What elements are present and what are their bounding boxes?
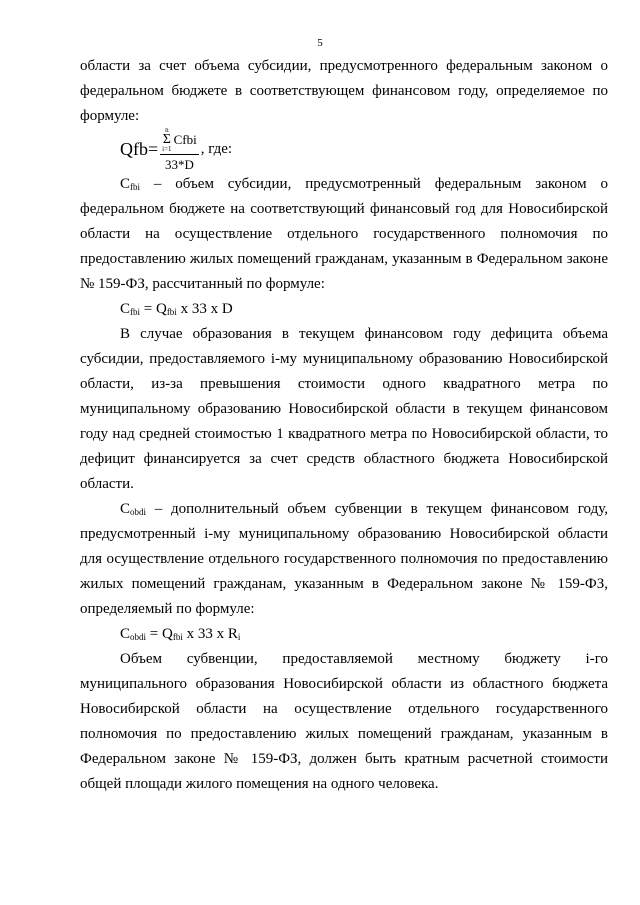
summation-lower-limit: i=1 <box>162 144 172 153</box>
formula-cobdi-tail: x 33 x R <box>182 626 238 642</box>
formula-cfbi-eq: = Q <box>140 301 167 317</box>
summation-symbol: Σ <box>162 131 171 147</box>
formula-qfb-lhs: Qfb= <box>120 138 159 159</box>
definition-cobdi-symbol: C <box>120 501 131 517</box>
summation-sign <box>162 127 171 153</box>
document-body <box>80 54 608 797</box>
paragraph-deficit: В случае образования в текущем финансовом году дефицита объема субсидии, предоставляемого i-му муниципальному образованию Новосибирской области, из-за превышения стоимости одного квадратного метра по муниципальному образованию Новосибирской области в текущем финансовом году над средней стоимостью 1 квадратного метра по Новосибирской области, то дефицит финансируется за счет средств областного бюджета Новосибирской области. <box>80 326 608 492</box>
definition-cfbi <box>80 172 608 297</box>
definition-cfbi-subscript: fbi <box>130 182 141 192</box>
formula-cobdi <box>80 622 608 647</box>
formula-cfbi-q-subscript: fbi <box>166 307 177 317</box>
definition-cobdi-subscript: obdi <box>130 507 147 517</box>
formula-qfb-where: , где: <box>200 140 233 157</box>
formula-qfb-numerator <box>160 127 199 155</box>
formula-cobdi-subscript: obdi <box>130 632 147 642</box>
formula-cobdi-r-subscript: i <box>237 632 241 642</box>
definition-cfbi-text: – объем субсидии, предусмотренный федеральным законом о федеральном бюджете на соответствующий финансовый год для Новосибирской области на осуществление отдельного государственного полномочия по предоставлению жилых помещений гражданам, указанным в Федеральном законе № 159-ФЗ, рассчитанный по формуле: <box>80 176 608 292</box>
formula-cfbi-symbol: C <box>120 301 131 317</box>
formula-cfbi-subscript: fbi <box>130 307 141 317</box>
formula-qfb <box>120 125 608 172</box>
formula-cobdi-eq: = Q <box>146 626 173 642</box>
formula-cobdi-q-subscript: fbi <box>172 632 183 642</box>
formula-cfbi-tail: x 33 x D <box>176 301 233 317</box>
summation-term: Cfbi <box>173 132 197 147</box>
page-number: 5 <box>317 37 323 49</box>
summation-upper-limit: n <box>165 125 169 134</box>
paragraph-final: Объем субвенции, предоставляемой местному бюджету i-го муниципального образования Новосибирской области из областного бюджета Новосибирской области на осуществление отдельного государственного полномочия по предоставлению жилых помещений гражданам, указанным в Федеральном законе № 159-ФЗ, должен быть кратным расчетной стоимости общей площади жилого помещения на одного человека. <box>80 651 608 792</box>
formula-qfb-fraction <box>160 127 199 172</box>
formula-qfb-denominator: 33*D <box>164 156 194 172</box>
definition-cobdi <box>80 497 608 622</box>
definition-cobdi-text: – дополнительный объем субвенции в текущем финансовом году, предусмотренный i-му муниципальному образованию Новосибирской области для осуществление отдельного государственного полномочия по предоставлению жилых помещений гражданам, указанным в Федеральном законе № 159-ФЗ, определяемый по формуле: <box>80 501 608 617</box>
formula-cobdi-symbol: C <box>120 626 131 642</box>
paragraph-intro: области за счет объема субсидии, предусмотренного федеральным законом о федеральном бюджете в соответствующем финансовом году, определяемое по формуле: <box>80 58 608 124</box>
formula-cfbi <box>80 297 608 322</box>
definition-cfbi-symbol: C <box>120 176 131 192</box>
